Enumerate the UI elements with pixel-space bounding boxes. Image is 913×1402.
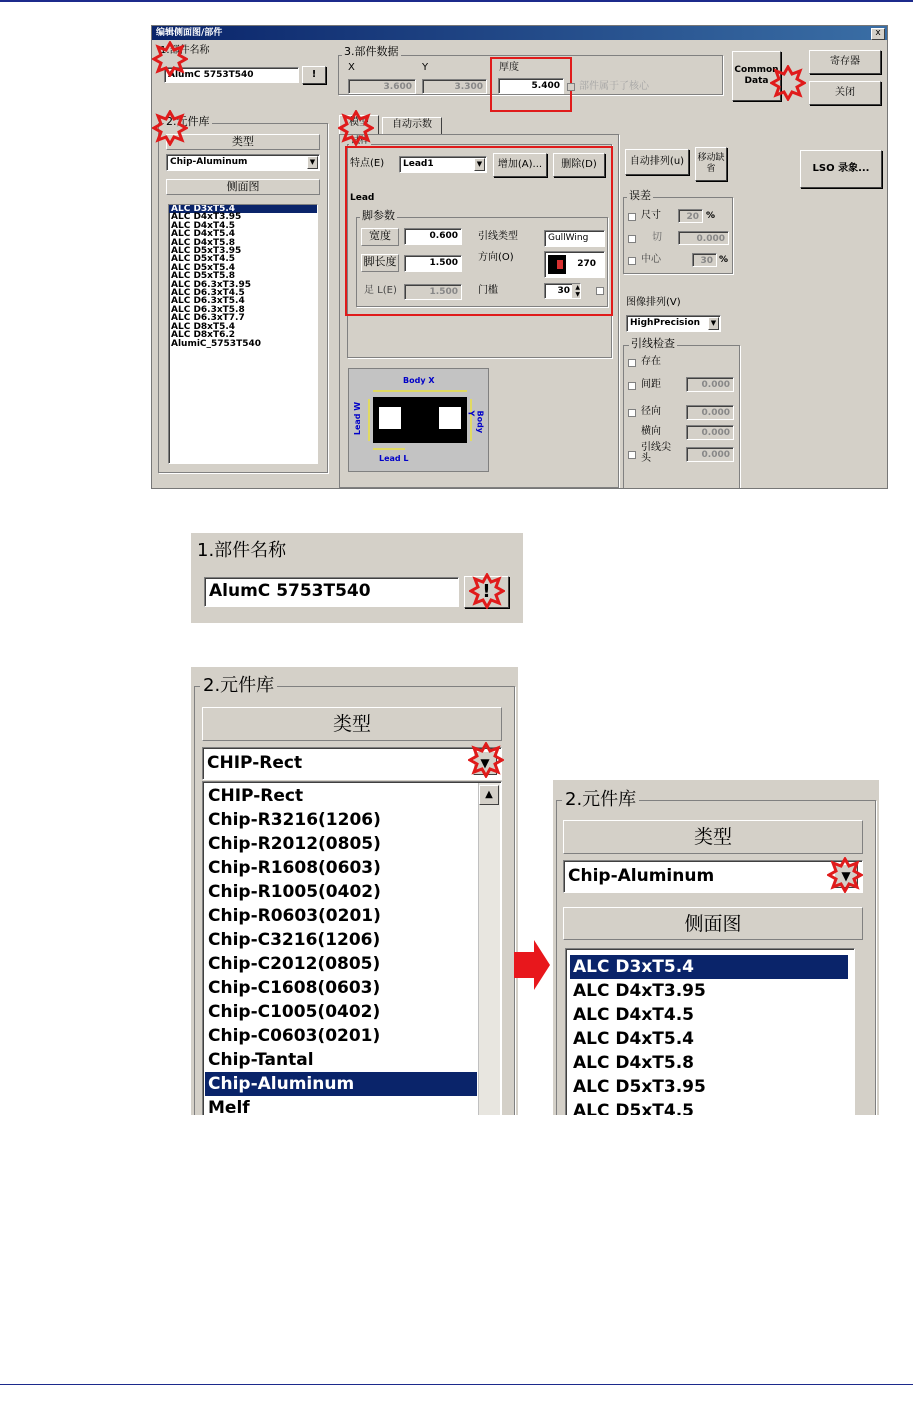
size-checkbox[interactable] (628, 213, 636, 221)
type-combo[interactable] (166, 154, 320, 171)
zoom3-side-view-header: 侧面图 (563, 907, 863, 940)
lead-diagram (348, 368, 489, 472)
image-arrange-value: HighPrecision (630, 318, 701, 328)
center-label: 中心 (641, 254, 661, 265)
list-item[interactable]: ALC D4xT5.4 (573, 1029, 695, 1049)
list-item[interactable]: ALC D4xT5.8 (573, 1053, 695, 1073)
add-feature-button[interactable]: 增加(A)... (493, 153, 547, 177)
bottom-rule (0, 1384, 913, 1385)
thickness-label: 厚度 (499, 62, 519, 73)
lead-label: Lead (350, 193, 375, 203)
lead-length-input[interactable]: 1.500 (404, 255, 462, 272)
lead-l-label: Lead L (379, 454, 409, 463)
zoom-type-combo-value: CHIP-Rect (207, 753, 303, 773)
foot-input[interactable]: 1.500 (404, 284, 462, 300)
list-item[interactable]: Chip-C0603(0201) (208, 1026, 381, 1046)
list-item[interactable]: Chip-C1608(0603) (208, 978, 381, 998)
feature-highlight (345, 146, 613, 316)
body-x-label: Body X (403, 376, 435, 385)
list-item[interactable]: ALC D5xT3.95 (573, 1077, 706, 1097)
size-label: 尺寸 (641, 210, 661, 221)
feature-label: 特点(E) (350, 158, 385, 169)
list-item[interactable]: ALC D4xT4.5 (573, 1005, 695, 1025)
zoom-part-name-input[interactable]: AlumC 5753T540 (204, 577, 459, 607)
marker-star-icon (152, 110, 188, 146)
zoom-part-name-panel (191, 533, 523, 623)
part-name-label: 1.部件名称 (160, 45, 210, 56)
chevron-down-icon[interactable]: ▼ (708, 317, 719, 330)
list-item[interactable]: Chip-R1608(0603) (208, 858, 381, 878)
list-item[interactable]: ALC D8xT6.2 (171, 330, 236, 341)
tip-checkbox[interactable] (628, 451, 636, 459)
tab-auto-teach[interactable]: 自动示数 (382, 117, 442, 134)
window-title: 编辑侧面图/部件 (156, 28, 223, 38)
direction-label: 方向(O) (478, 252, 514, 263)
list-item[interactable]: ALC D6.3xT3.95 (171, 279, 252, 290)
center-pct: % (719, 255, 729, 265)
list-item[interactable]: ALC D5xT5.8 (171, 271, 236, 282)
image-arrange-label: 图像排列(V) (626, 297, 681, 308)
body-y-label: Body Y (466, 410, 485, 434)
marker-star-icon (827, 857, 863, 893)
part-name-input[interactable]: AlumC 5753T540 (164, 67, 299, 83)
chevron-down-icon[interactable]: ▼ (834, 864, 858, 888)
type-header: 类型 (166, 134, 320, 150)
radial-label: 径向 (641, 406, 661, 417)
spin-icon[interactable]: ▲ ▼ (572, 284, 580, 298)
cut-checkbox[interactable] (628, 235, 636, 243)
size-pct: % (706, 211, 716, 221)
library-label: 2.元件库 (166, 115, 210, 128)
zoom3-library-label: 2.元件库 (562, 789, 639, 811)
title-bar (152, 26, 887, 40)
foot-label: 足 L(E) (364, 285, 397, 296)
type-combo-value: Chip-Aluminum (170, 157, 248, 167)
size-input[interactable]: 20 (678, 209, 703, 223)
zoom-type-header: 类型 (202, 707, 502, 741)
marker-star-icon (338, 110, 374, 146)
chevron-down-icon[interactable]: ▼ (474, 158, 485, 171)
list-item[interactable]: ALC D5xT5.4 (171, 262, 236, 273)
list-item[interactable]: Melf (208, 1098, 250, 1115)
part-name-apply-button[interactable]: ! (302, 66, 326, 84)
zoom-part-name-button[interactable]: ! (464, 576, 509, 608)
zoom-type-combo[interactable] (202, 747, 502, 780)
cut-input[interactable]: 0.000 (678, 231, 729, 245)
center-checkbox[interactable] (628, 257, 636, 265)
close-icon[interactable]: x (871, 28, 885, 40)
side-view-list[interactable] (168, 204, 318, 464)
chevron-down-icon[interactable]: ▼ (307, 156, 318, 169)
radial-input[interactable]: 0.000 (686, 405, 734, 420)
lead-check-label: 引线检查 (631, 337, 675, 350)
chevron-up-icon[interactable]: ▲ (479, 785, 499, 805)
cut-label: 切 (652, 232, 662, 243)
list-item[interactable]: AlumiC_5753T540 (171, 338, 261, 349)
threshold-value: 30 (557, 286, 570, 296)
width-label: 宽度 (361, 228, 399, 246)
direction-value: 270 (577, 259, 596, 269)
zoom-type-dropdown-list[interactable] (202, 781, 502, 1115)
list-item[interactable]: ALC D4xT5.4 (171, 229, 236, 240)
list-item[interactable]: Chip-R1005(0402) (208, 882, 381, 902)
marker-star-icon (770, 65, 806, 101)
register-button[interactable]: 寄存器 (809, 50, 881, 74)
side-view-header: 侧面图 (166, 179, 320, 195)
auto-arrange-button[interactable]: 自动排列(u) (625, 149, 689, 175)
list-item[interactable]: ALC D3xT5.4 (169, 205, 317, 213)
zoom-library-label: 2.元件库 (200, 675, 277, 697)
list-item[interactable]: ALC D8xT5.4 (171, 321, 236, 332)
marker-star-icon (469, 573, 505, 609)
thickness-highlight (490, 57, 572, 112)
threshold-label: 门槛 (478, 285, 498, 296)
list-item[interactable]: CHIP-Rect (208, 786, 304, 806)
list-item[interactable]: ALC D3xT5.4 (570, 955, 848, 979)
top-rule (0, 0, 913, 2)
tip-input[interactable]: 0.000 (686, 447, 734, 462)
exist-label: 存在 (641, 356, 661, 367)
common-data-button[interactable]: Common Data (732, 51, 781, 101)
zoom-part-name-label: 1.部件名称 (197, 540, 287, 561)
zoom3-type-combo[interactable] (563, 860, 863, 893)
list-item[interactable]: ALC D4xT4.5 (171, 220, 236, 231)
list-item[interactable]: ALC D6.3xT4.5 (171, 288, 245, 299)
zoom3-type-combo-value: Chip-Aluminum (568, 866, 715, 886)
zoom-type-list-panel (191, 667, 518, 1115)
list-item[interactable]: Chip-C3216(1206) (208, 930, 381, 950)
feature-combo-value: Lead1 (403, 159, 434, 169)
radial-checkbox[interactable] (628, 409, 636, 417)
marker-star-icon (468, 742, 504, 778)
image-arrange-combo[interactable] (626, 315, 721, 332)
pitch-checkbox[interactable] (628, 382, 636, 390)
list-item[interactable]: ALC D5xT4.5 (573, 1101, 695, 1115)
y-label: Y (422, 62, 429, 73)
list-item[interactable]: ALC D5xT3.95 (171, 246, 242, 257)
core-checkbox-label: 部件属于了核心 (579, 81, 649, 92)
right-arrow-icon (514, 940, 550, 990)
width-input[interactable]: 0.600 (404, 228, 462, 245)
list-item[interactable]: Chip-R2012(0805) (208, 834, 381, 854)
list-item[interactable]: Chip-Aluminum (205, 1072, 477, 1096)
scrollbar[interactable] (478, 783, 500, 1115)
list-item[interactable]: ALC D6.3xT5.8 (171, 304, 245, 315)
list-item[interactable]: Chip-C1005(0402) (208, 1002, 381, 1022)
pitch-input[interactable]: 0.000 (686, 377, 734, 392)
delete-feature-button[interactable]: 删除(D) (553, 153, 605, 177)
lead-w-label: Lead W (353, 401, 363, 436)
sample-label: 试样 (351, 136, 370, 146)
lso-record-button[interactable]: LSO 录象... (800, 150, 882, 188)
tip-label: 引线尖头 (641, 442, 671, 464)
tab-model[interactable]: 模型 (339, 115, 379, 135)
lead-params-label: 脚参数 (362, 209, 395, 222)
thickness-input[interactable]: 5.400 (498, 78, 564, 94)
list-item[interactable]: Chip-R3216(1206) (208, 810, 381, 830)
list-item[interactable]: ALC D4xT3.95 (171, 212, 242, 223)
pitch-label: 间距 (641, 379, 661, 390)
y-input[interactable]: 3.300 (422, 79, 487, 94)
edit-part-window (151, 25, 888, 489)
move-default-button[interactable]: 移动缺省 (695, 147, 727, 181)
x-input[interactable]: 3.600 (348, 79, 416, 94)
list-item[interactable]: ALC D4xT3.95 (573, 981, 706, 1001)
zoom3-type-header: 类型 (563, 820, 863, 854)
marker-star-icon (152, 41, 188, 77)
list-item[interactable]: ALC D5xT4.5 (171, 254, 236, 265)
list-item[interactable]: Chip-Tantal (208, 1050, 314, 1070)
tolerance-label: 误差 (629, 189, 651, 202)
core-checkbox[interactable] (567, 83, 575, 91)
list-item[interactable]: Chip-R0603(0201) (208, 906, 381, 926)
close-button[interactable]: 关闭 (809, 81, 881, 105)
exist-checkbox[interactable] (628, 359, 636, 367)
lateral-input[interactable]: 0.000 (686, 425, 734, 440)
zoom3-side-view-list[interactable] (565, 948, 855, 1115)
list-item[interactable]: Chip-C2012(0805) (208, 954, 381, 974)
lead-type-input[interactable]: GullWing (544, 230, 605, 247)
list-item[interactable]: ALC D4xT5.8 (171, 237, 236, 248)
x-label: X (348, 62, 355, 73)
lateral-label: 横向 (641, 426, 661, 437)
chevron-down-icon[interactable]: ▼ (473, 751, 497, 775)
lead-type-label: 引线类型 (478, 231, 518, 242)
center-input[interactable]: 30 (692, 253, 717, 267)
list-item[interactable]: ALC D6.3xT5.4 (171, 296, 245, 307)
lead-length-label: 脚长度 (361, 254, 399, 272)
part-data-label: 3.部件数据 (344, 45, 399, 58)
zoom-side-view-panel (553, 780, 879, 1115)
list-item[interactable]: ALC D6.3xT7.7 (171, 313, 245, 324)
